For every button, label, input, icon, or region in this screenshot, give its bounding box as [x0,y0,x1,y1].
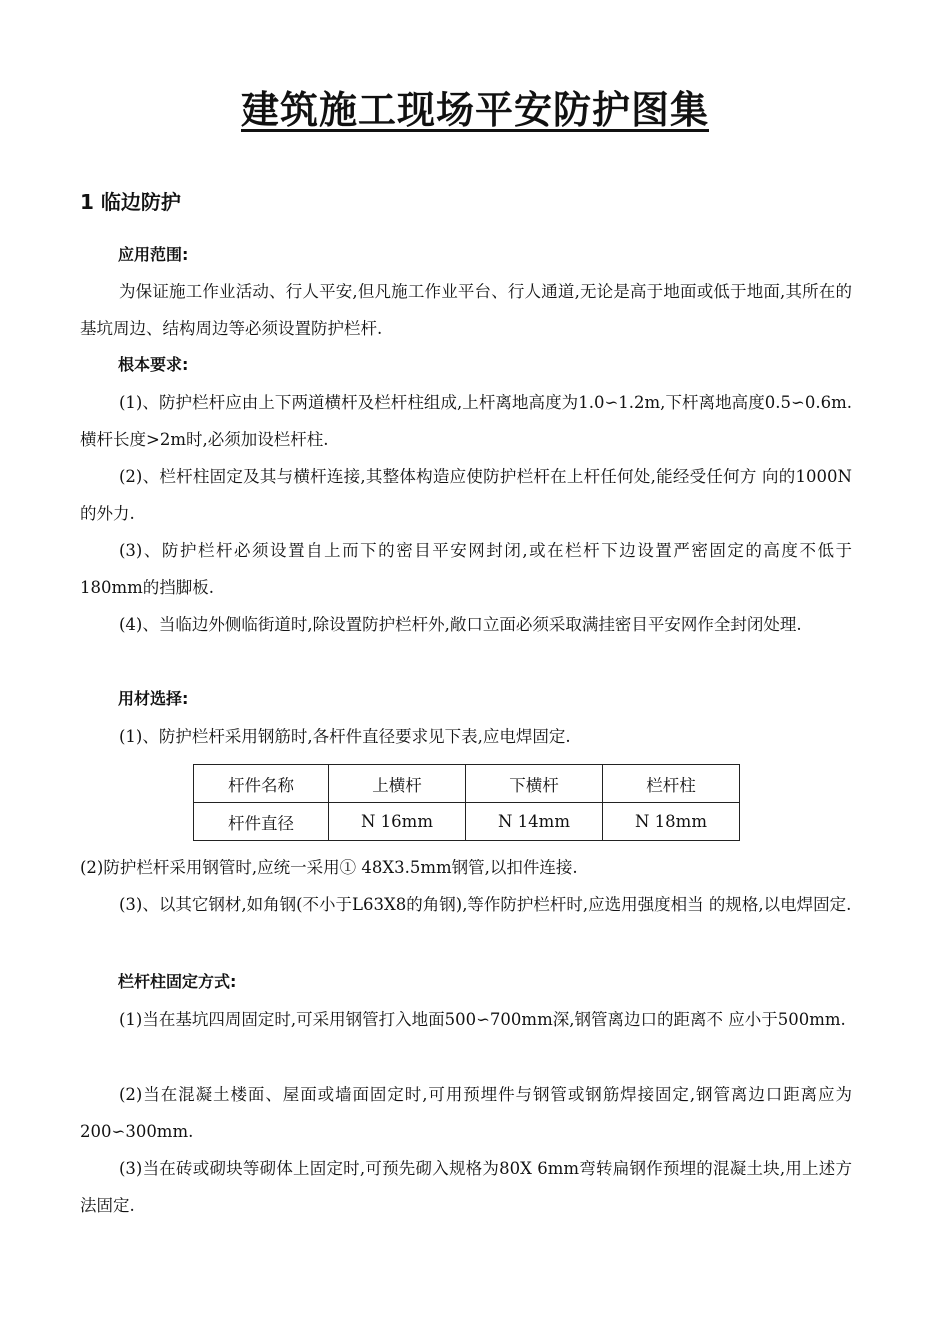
section-heading: 1 临边防护 [80,190,181,214]
rod-diameter-table [193,764,740,841]
materials-heading: 用材选择: [118,689,189,708]
table-header-cell: 下横杆 [466,765,603,803]
table-cell: N 16mm [329,803,466,841]
table-header-cell: 上横杆 [329,765,466,803]
requirement-item-4: (4)、当临边外侧临街道时,除设置防护栏杆外,敞口立面必须采取满挂密目平安网作全封闭处理. [119,615,802,634]
table-cell: N 14mm [466,803,603,841]
table-header-cell: 杆件名称 [194,765,329,803]
table-cell: 杆件直径 [194,803,329,841]
fixing-item-1: (1)当在基坑四周固定时,可采用钢管打入地面500∽700mm深,钢管离边口的距离不 应小于500mm. [119,1010,846,1029]
table-row [194,803,740,841]
fixing-item-3: (3)当在砖或砌块等砌体上固定时,可预先砌入规格为80X 6mm弯转扁钢作预埋的混凝土块,用上述方法固定. [80,1159,852,1215]
scope-heading: 应用范围: [118,245,189,264]
table-cell: N 18mm [603,803,740,841]
table-header-row [194,765,740,803]
materials-item-3: (3)、以其它钢材,如角钢(不小于L63X8的角钢),等作防护栏杆时,应选用强度相当 的规格,以电焊固定. [119,895,852,914]
fixing-heading: 栏杆柱固定方式: [118,972,237,991]
requirement-item-1: (1)、防护栏杆应由上下两道横杆及栏杆柱组成,上杆离地高度为1.0∽1.2m,下杆离地高度0.5∽0.6m.横杆长度>2m时,必须加设栏杆柱. [80,393,852,449]
materials-item-2: (2)防护栏杆采用钢管时,应统一采用① 48X3.5mm钢管,以扣件连接. [80,858,578,877]
requirement-item-2: (2)、栏杆柱固定及其与横杆连接,其整体构造应使防护栏杆在上杆任何处,能经受任何方 向的1000N的外力. [80,467,852,523]
requirement-item-3: (3)、防护栏杆必须设置自上而下的密目平安网封闭,或在栏杆下边设置严密固定的高度不低于180mm的挡脚板. [80,541,852,597]
table-header-cell: 栏杆柱 [603,765,740,803]
scope-paragraph: 为保证施工作业活动、行人平安,但凡施工作业平台、行人通道,无论是高于地面或低于地面,其所在的基坑周边、结构周边等必须设置防护栏杆. [80,282,852,338]
requirements-heading: 根本要求: [118,355,189,374]
fixing-item-2: (2)当在混凝土楼面、屋面或墙面固定时,可用预埋件与钢管或钢筋焊接固定,钢管离边口距离应为200∽300mm. [80,1085,852,1141]
page-title: 建筑施工现场平安防护图集 [240,87,709,132]
materials-item-1: (1)、防护栏杆采用钢筋时,各杆件直径要求见下表,应电焊固定. [119,727,571,746]
